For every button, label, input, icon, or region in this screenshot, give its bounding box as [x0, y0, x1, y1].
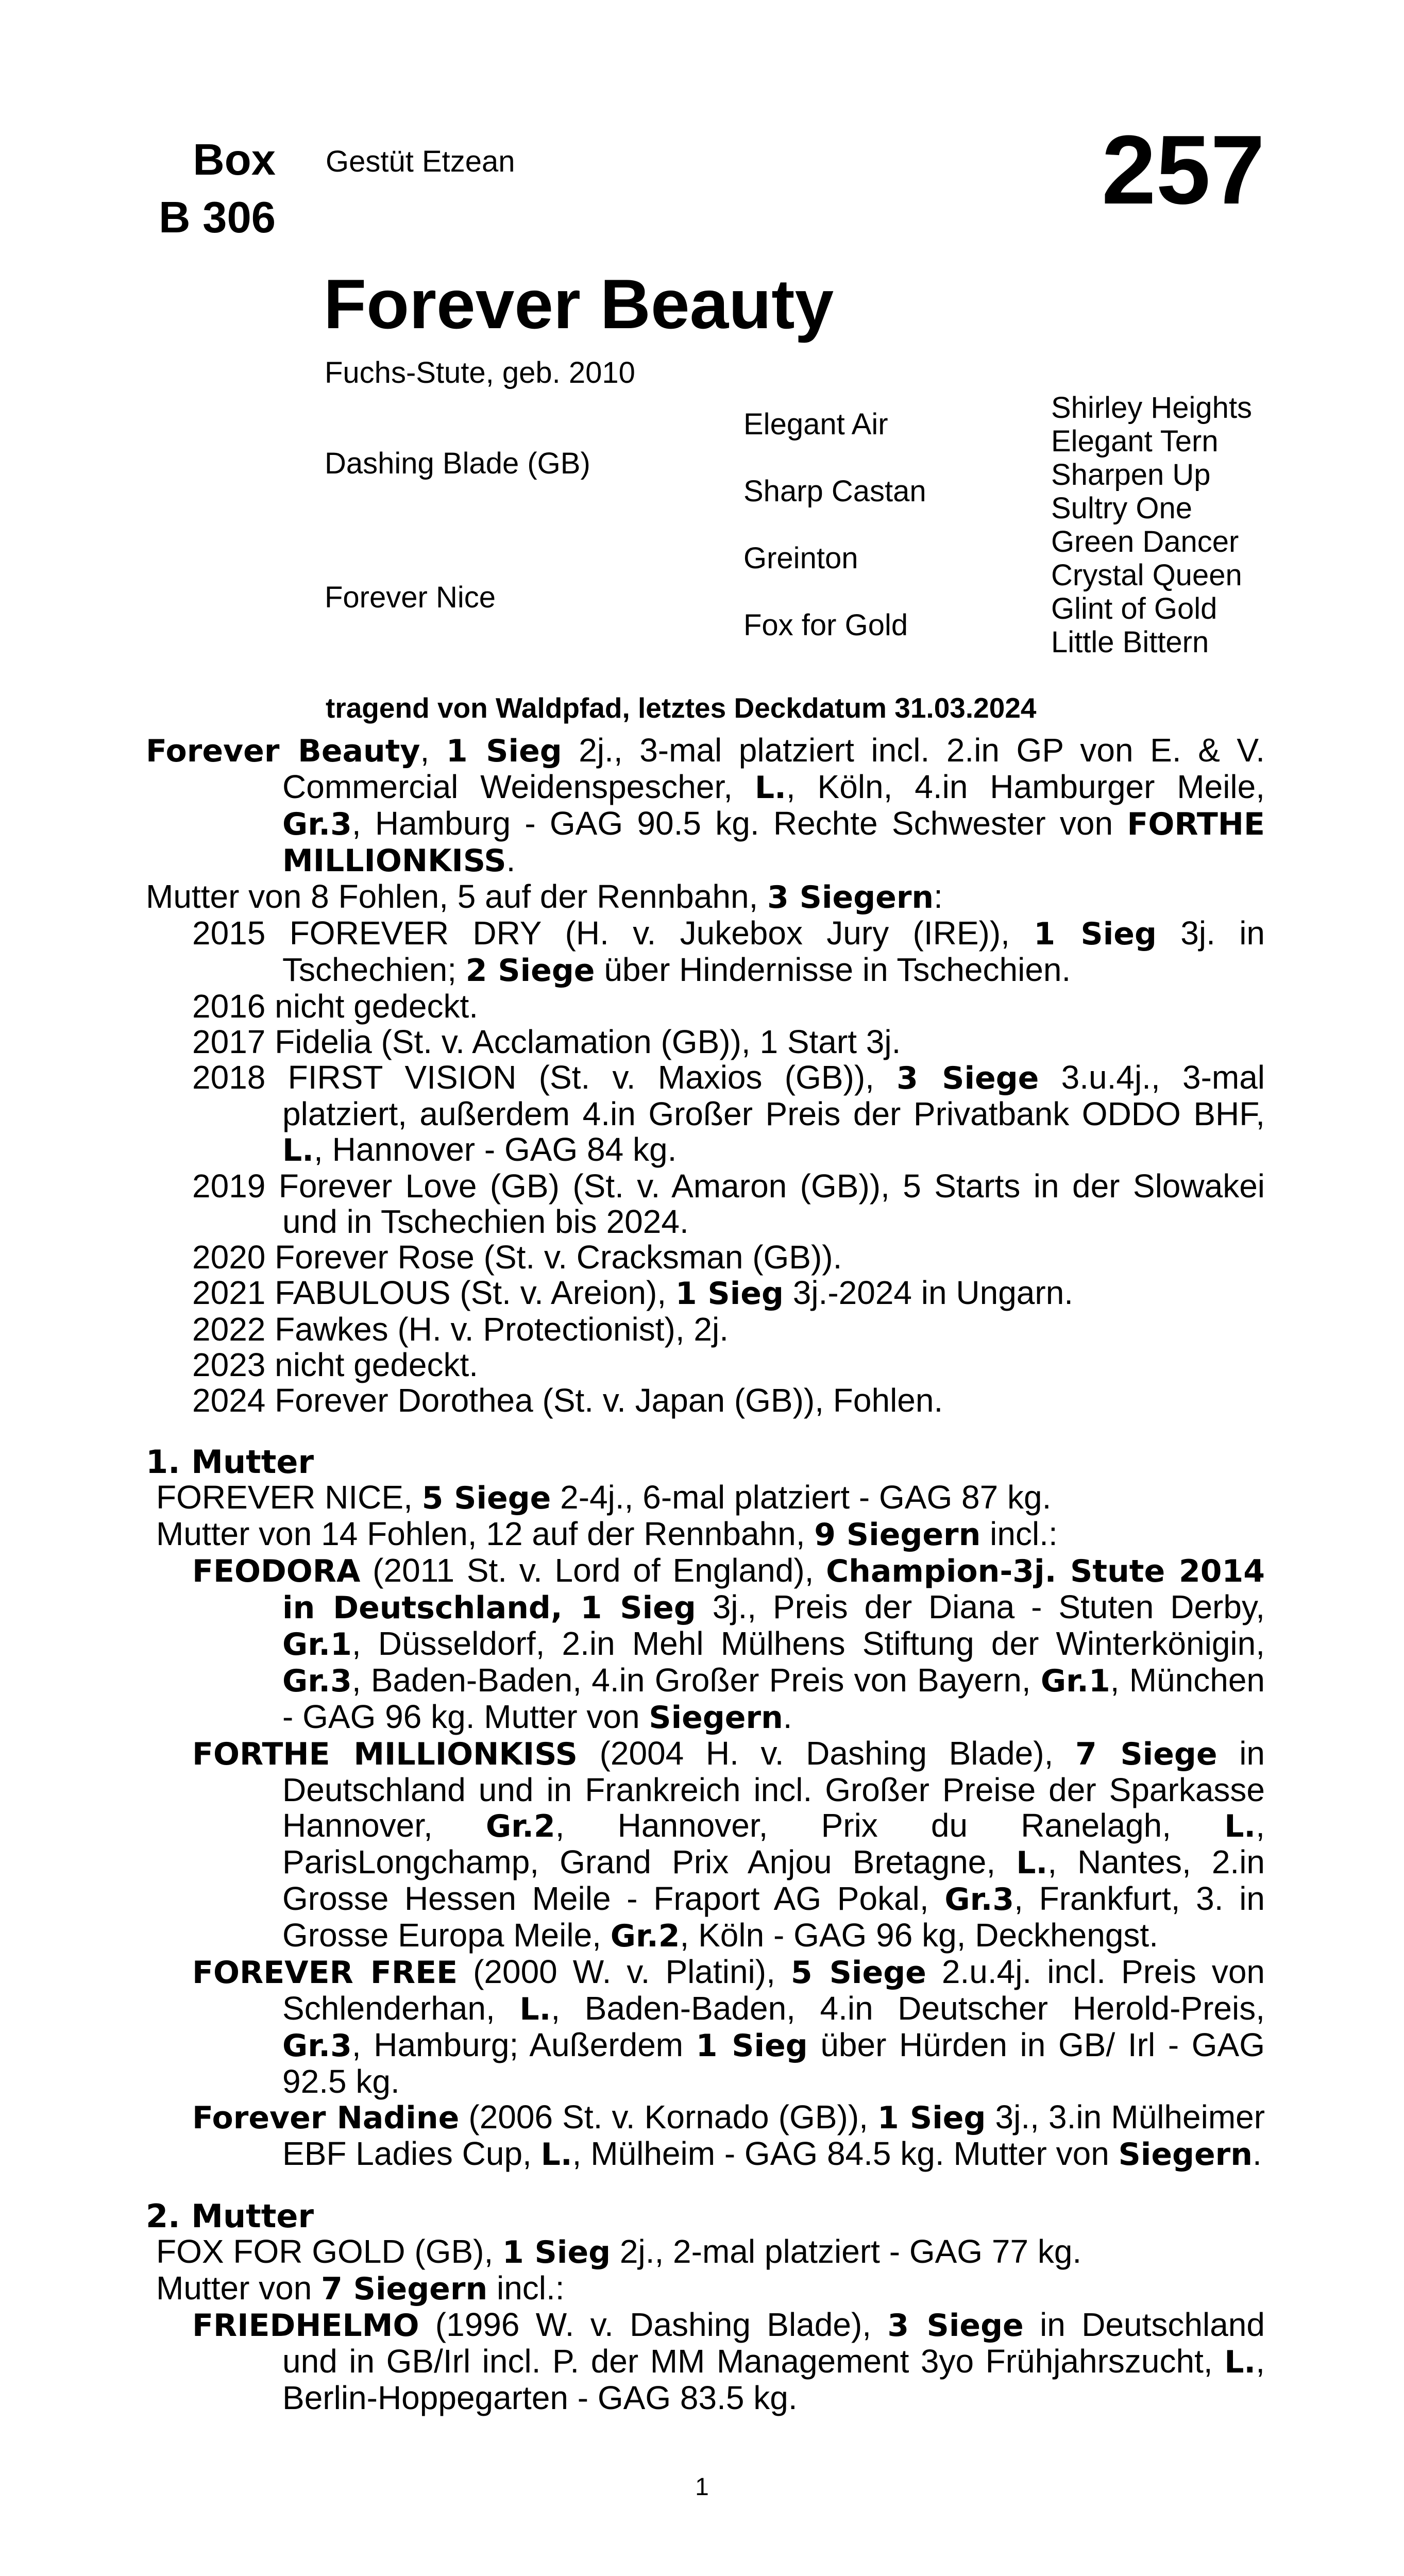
- page-number: 1: [695, 2473, 709, 2501]
- dam1-record: FOREVER NICE, 5 Siege 2-4j., 6-mal platziert - GAG 87 kg.: [156, 1479, 1052, 1516]
- horse-name: Forever Beauty: [324, 265, 834, 343]
- produce-entry: 2023 nicht gedeckt.: [192, 1346, 479, 1383]
- box-number: B 306: [159, 193, 276, 242]
- pedigree-great-grandparent: Green Dancer: [1051, 525, 1239, 558]
- box-label-text: Box: [193, 135, 276, 184]
- pedigree-sire: Dashing Blade (GB): [325, 447, 590, 480]
- pedigree-great-grandparent: Glint of Gold: [1051, 592, 1217, 625]
- progeny-entry: FEODORA (2011 St. v. Lord of England), Champion-3j. Stute 2014 in Deutschland, 1 Sieg 3j., Preis der Diana - Stuten Derby, Gr.1, Düsseldorf, 2.in Mehl Mülhens Stiftung der Winterkönigin, Gr.3, Baden-Baden, 4.in Großer Preis von Bayern, Gr.1, München - GAG 96 kg. Mutter von Siegern.: [192, 1552, 1265, 1736]
- pedigree-great-grandparent: Sultry One: [1051, 492, 1192, 525]
- section-heading-dam2: 2. Mutter: [146, 2197, 314, 2235]
- pedigree-great-grandparent: Shirley Heights: [1051, 391, 1253, 425]
- pedigree-grandparent: Fox for Gold: [743, 608, 908, 642]
- progeny-entry: FRIEDHELMO (1996 W. v. Dashing Blade), 3 Siege in Deutschland und in GB/Irl incl. P. der MM Management 3yo Frühjahrszucht, L., Berlin-Hoppegarten - GAG 83.5 kg.: [192, 2306, 1265, 2416]
- pedigree-grandparent: Sharp Castan: [743, 474, 926, 508]
- dam1-produce-summary: Mutter von 14 Fohlen, 12 auf der Rennbahn, 9 Siegern incl.:: [156, 1515, 1058, 1553]
- stud-name: Gestüt Etzean: [326, 145, 515, 178]
- produce-entry: 2016 nicht gedeckt.: [192, 988, 479, 1025]
- produce-entry: 2021 FABULOUS (St. v. Areion), 1 Sieg 3j.-2024 in Ungarn.: [192, 1274, 1074, 1312]
- carrying-note: tragend von Waldpfad, letztes Deckdatum 31.03.2024: [326, 692, 1037, 724]
- pedigree-great-grandparent: Sharpen Up: [1051, 458, 1211, 492]
- produce-entry: 2022 Fawkes (H. v. Protectionist), 2j.: [192, 1311, 729, 1348]
- dam2-produce-summary: Mutter von 7 Siegern incl.:: [156, 2269, 565, 2307]
- pedigree-great-grandparent: Little Bittern: [1051, 625, 1209, 659]
- progeny-entry: FORTHE MILLIONKISS (2004 H. v. Dashing Blade), 7 Siege in Deutschland und in Frankreich incl. Großer Preise der Sparkasse Hannover, Gr.2, Hannover, Prix du Ranelagh, L., ParisLongchamp, Grand Prix Anjou Bretagne, L., Nantes, 2.in Grosse Hessen Meile - Fraport AG Pokal, Gr.3, Frankfurt, 3. in Grosse Europa Meile, Gr.2, Köln - GAG 96 kg, Deckhengst.: [192, 1735, 1265, 1954]
- lot-number: 257: [1101, 115, 1265, 225]
- sibling-name: FORTHE MILLIONKISS: [282, 806, 1265, 879]
- section-heading-dam1: 1. Mutter: [146, 1443, 314, 1481]
- produce-intro: Mutter von 8 Fohlen, 5 auf der Rennbahn, 3 Siegern:: [146, 878, 943, 916]
- dam2-record: FOX FOR GOLD (GB), 1 Sieg 2j., 2-mal platziert - GAG 77 kg.: [156, 2233, 1082, 2270]
- produce-entry: 2017 Fidelia (St. v. Acclamation (GB)), 1 Start 3j.: [192, 1023, 901, 1060]
- pedigree-great-grandparent: Elegant Tern: [1051, 425, 1219, 458]
- record-horse-name: Forever Beauty: [146, 733, 420, 769]
- pedigree-grandparent: Greinton: [743, 541, 858, 575]
- horse-description: Fuchs-Stute, geb. 2010: [325, 356, 635, 389]
- catalogue-body: [146, 733, 1265, 2416]
- pedigree-great-grandparent: Crystal Queen: [1051, 558, 1242, 592]
- progeny-entry: Forever Nadine (2006 St. v. Kornado (GB)), 1 Sieg 3j., 3.in Mülheimer EBF Ladies Cup, L., Mülheim - GAG 84.5 kg. Mutter von Siegern.: [192, 2098, 1265, 2173]
- box-label: [142, 131, 276, 247]
- pedigree-grandparent: Elegant Air: [743, 408, 888, 441]
- produce-entry: 2015 FOREVER DRY (H. v. Jukebox Jury (IRE)), 1 Sieg 3j. in Tschechien; 2 Siege über Hindernisse in Tschechien.: [192, 914, 1265, 989]
- produce-entry: 2020 Forever Rose (St. v. Cracksman (GB)).: [192, 1239, 842, 1276]
- horse-record: Forever Beauty, 1 Sieg 2j., 3-mal platziert incl. 2.in GP von E. & V. Commercial Weidenspescher, L., Köln, 4.in Hamburger Meile, Gr.3, Hamburg - GAG 90.5 kg. Rechte Schwester von FORTHE MILLIONKISS.: [146, 732, 1265, 879]
- produce-entry: 2019 Forever Love (GB) (St. v. Amaron (GB)), 5 Starts in der Slowakei und in Tschechien bis 2024.: [192, 1167, 1265, 1240]
- progeny-entry: FOREVER FREE (2000 W. v. Platini), 5 Siege 2.u.4j. incl. Preis von Schlenderhan, L., Baden-Baden, 4.in Deutscher Herold-Preis, Gr.3, Hamburg; Außerdem 1 Sieg über Hürden in GB/ Irl - GAG 92.5 kg.: [192, 1953, 1265, 2100]
- produce-entry: 2024 Forever Dorothea (St. v. Japan (GB)), Fohlen.: [192, 1382, 943, 1419]
- pedigree-dam: Forever Nice: [325, 581, 496, 614]
- produce-entry: 2018 FIRST VISION (St. v. Maxios (GB)), 3 Siege 3.u.4j., 3-mal platziert, außerdem 4.in Großer Preis der Privatbank ODDO BHF, L., Hannover - GAG 84 kg.: [192, 1059, 1265, 1168]
